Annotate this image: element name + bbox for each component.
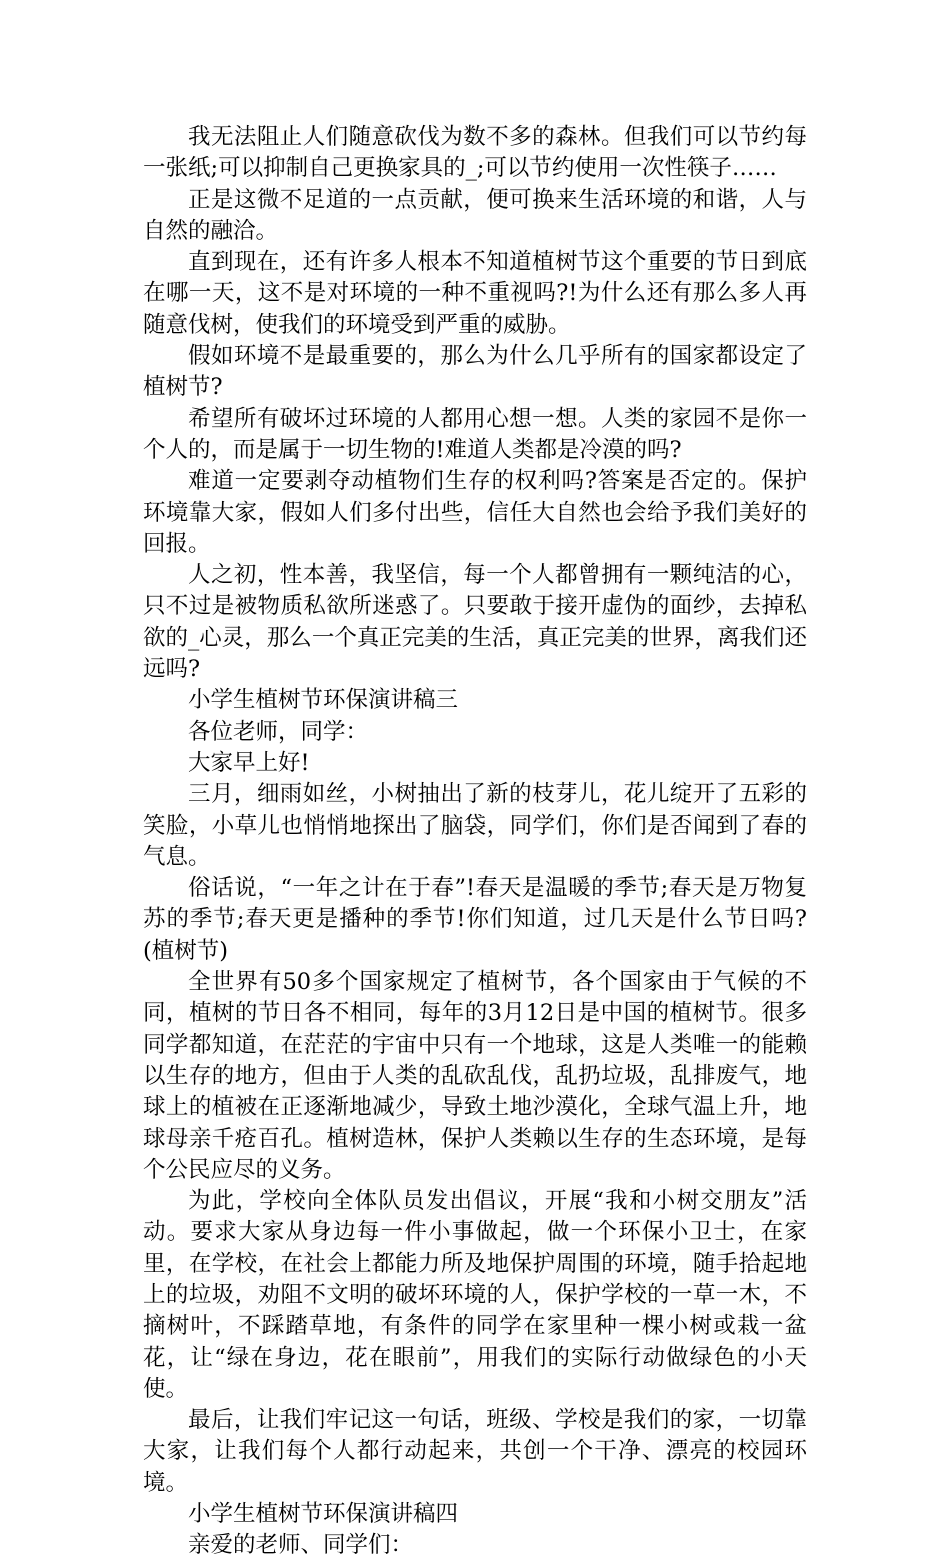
paragraph-7: 人之初，性本善，我坚信，每一个人都曾拥有一颗纯洁的心，只不过是被物质私欲所迷惑了。只要敢于接开虚伪的面纱，去掉私欲的_心灵，那么一个真正完美的生活，真正完美的世界，离我们还远吗? bbox=[143, 562, 807, 683]
paragraph-6: 难道一定要剥夺动植物们生存的权利吗?答案是否定的。保护环境靠大家，假如人们多付出些，信任大自然也会给予我们美好的回报。 bbox=[143, 468, 807, 557]
paragraph-11: 为此，学校向全体队员发出倡议，开展“我和小树交朋友”活动。要求大家从身边每一件小事做起，做一个环保小卫士，在家里，在学校，在社会上都能力所及地保护周围的环境，随手拾起地上的垃圾，劝阻不文明的破坏环境的人，保护学校的一草一木，不摘树叶，不踩踏草地，有条件的同学在家里种一棵小树或栽一盆花，让“绿在身边，花在眼前”，用我们的实际行动做绿色的小天使。 bbox=[143, 1188, 807, 1402]
paragraph-2: 正是这微不足道的一点贡献，便可换来生活环境的和谐，人与自然的融洽。 bbox=[143, 186, 807, 244]
section-heading-3: 小学生植树节环保演讲稿三 bbox=[188, 687, 459, 714]
document-body bbox=[143, 122, 807, 1562]
paragraph-1: 我无法阻止人们随意砍伐为数不多的森林。但我们可以节约每一张纸;可以抑制自己更换家具的_;可以节约使用一次性筷子…… bbox=[143, 124, 807, 182]
paragraph-10: 全世界有50多个国家规定了植树节，各个国家由于气候的不同，植树的节日各不相同，每年的3月12日是中国的植树节。很多同学都知道，在茫茫的宇宙中只有一个地球，这是人类唯一的能赖以生存的地方，但由于人类的乱砍乱伐，乱扔垃圾，乱排废气，地球上的植被在正逐渐地减少，导致土地沙漠化，全球气温上升，地球母亲千疮百孔。植树造林，保护人类赖以生存的生态环境，是每个公民应尽的义务。 bbox=[143, 969, 807, 1183]
paragraph-3: 直到现在，还有许多人根本不知道植树节这个重要的节日到底在哪一天，这不是对环境的一种不重视吗?!为什么还有那么多人再随意伐树，使我们的环境受到严重的威胁。 bbox=[143, 249, 807, 338]
paragraph-5: 希望所有破坏过环境的人都用心想一想。人类的家园不是你一个人的，而是属于一切生物的!难道人类都是冷漠的吗? bbox=[143, 405, 807, 463]
paragraph-9: 俗话说，“一年之计在于春”!春天是温暖的季节;春天是万物复苏的季节;春天更是播种的季节!你们知道，过几天是什么节日吗?(植树节) bbox=[143, 875, 807, 964]
paragraph-12: 最后，让我们牢记这一句话，班级、学校是我们的家，一切靠大家，让我们每个人都行动起来，共创一个干净、漂亮的校园环境。 bbox=[143, 1407, 807, 1496]
salutation-2: 亲爱的老师、同学们： bbox=[188, 1532, 414, 1559]
paragraph-8: 三月，细雨如丝，小树抽出了新的枝芽儿，花儿绽开了五彩的笑脸，小草儿也悄悄地探出了脑袋，同学们，你们是否闻到了春的气息。 bbox=[143, 781, 807, 870]
greeting: 大家早上好! bbox=[188, 749, 310, 776]
section-heading-4: 小学生植树节环保演讲稿四 bbox=[188, 1501, 459, 1528]
paragraph-4: 假如环境不是最重要的，那么为什么几乎所有的国家都设定了植树节? bbox=[143, 343, 807, 401]
salutation: 各位老师，同学： bbox=[188, 718, 369, 745]
